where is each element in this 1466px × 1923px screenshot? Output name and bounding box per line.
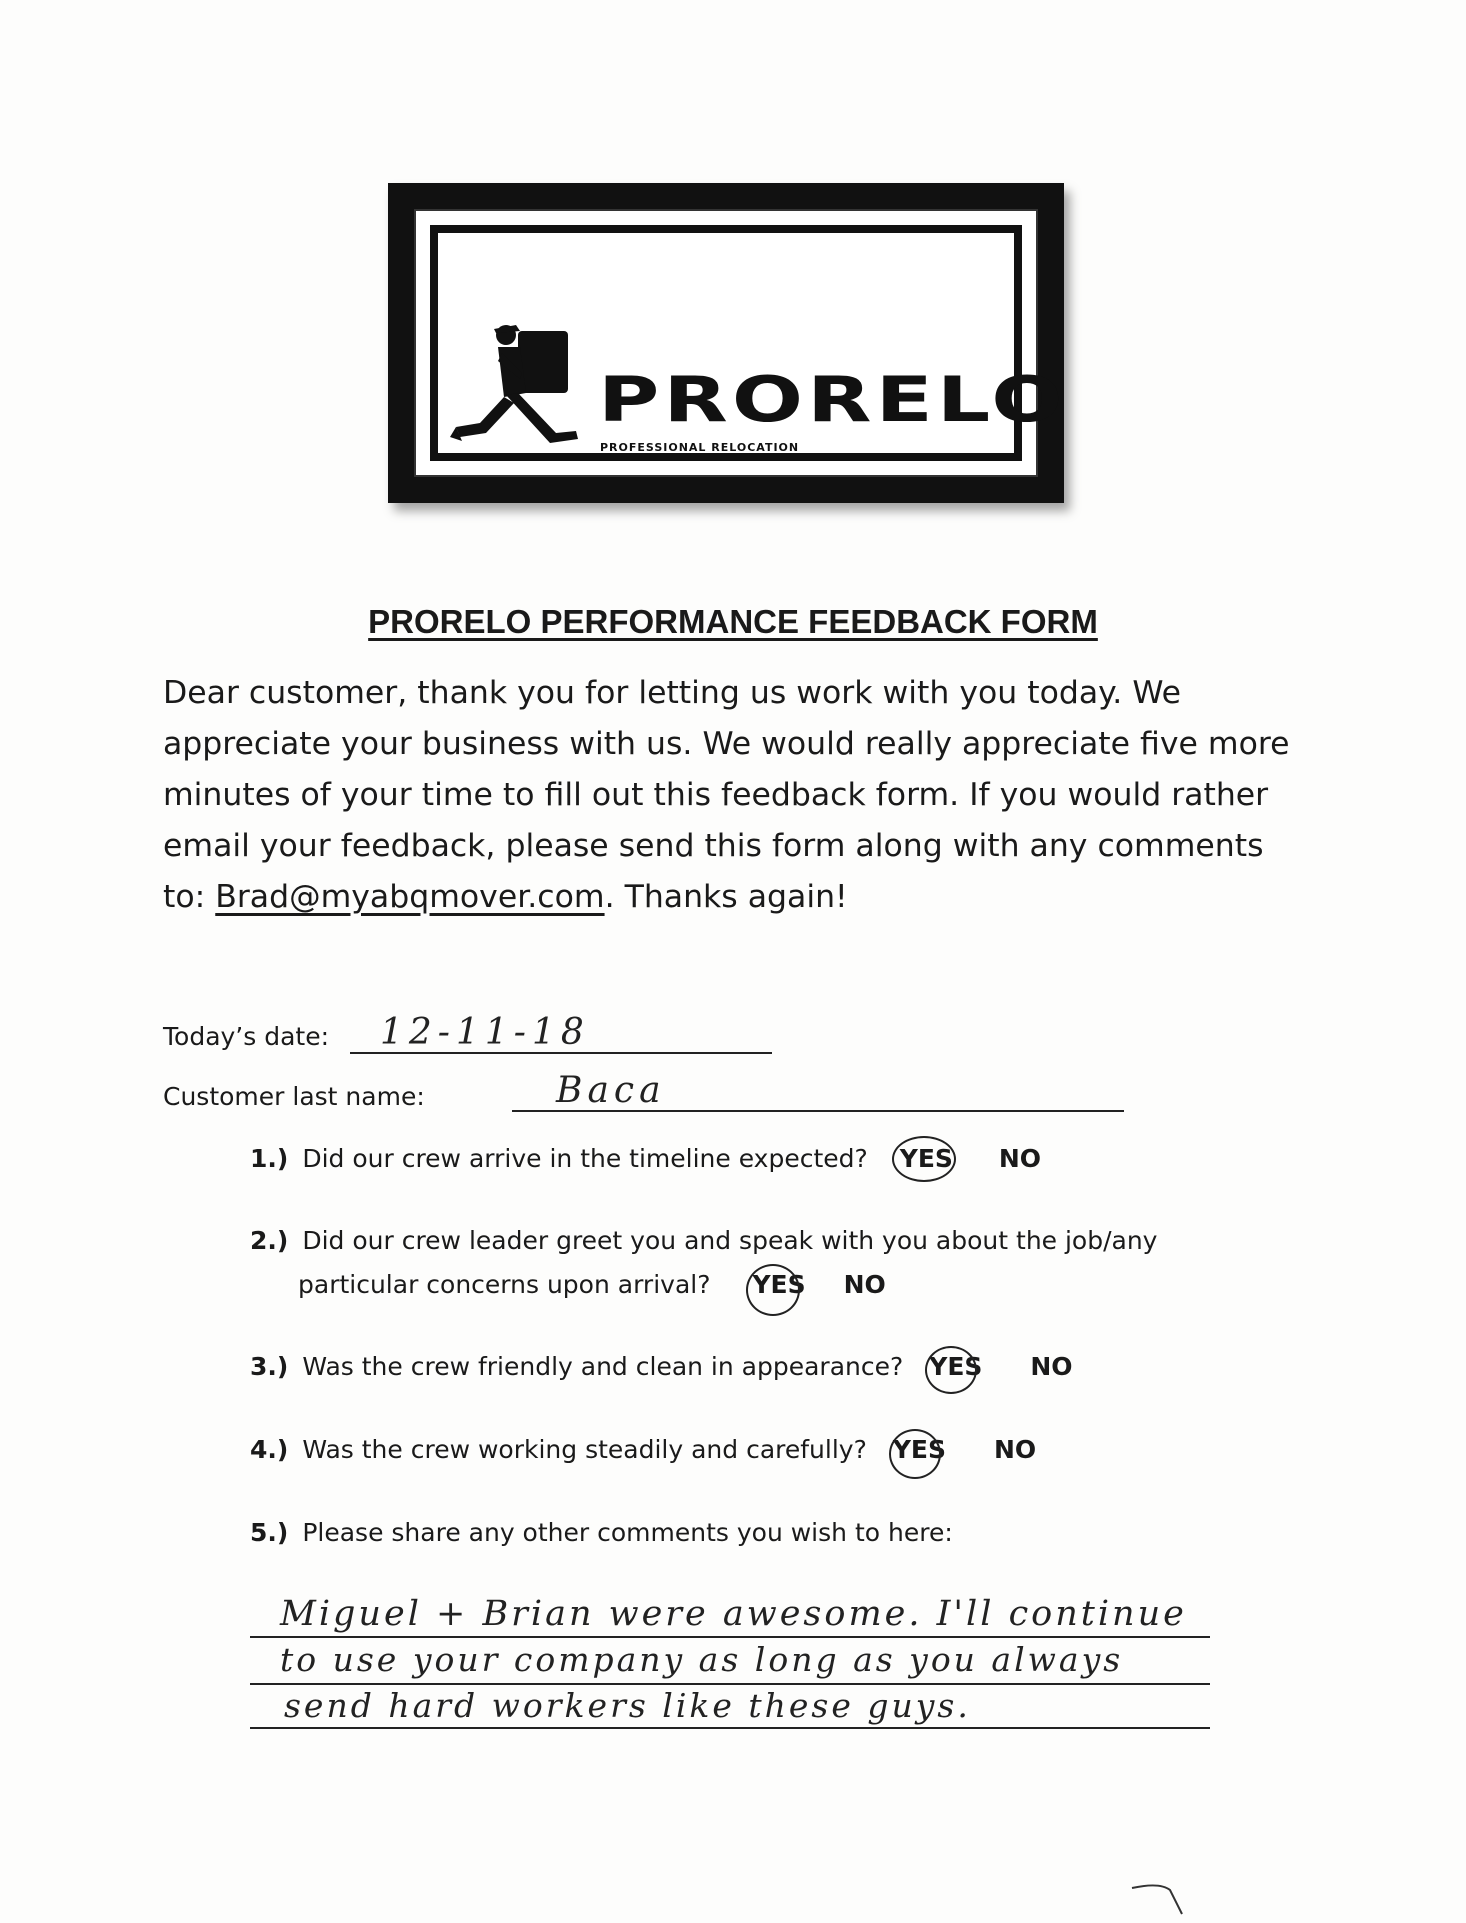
company-logo: [388, 183, 1067, 503]
email-link[interactable]: Brad@myabqmover.com: [215, 879, 605, 915]
question-text: Please share any other comments you wish to here:: [302, 1518, 953, 1547]
question-number: 2.): [250, 1226, 289, 1255]
no-option[interactable]: NO: [1030, 1352, 1073, 1381]
pen-mark: [1130, 1880, 1190, 1920]
question-2: [250, 1226, 1157, 1255]
intro-paragraph: [163, 668, 1313, 923]
intro-line: appreciate your business with us. We would really appreciate five more: [163, 726, 1290, 762]
selected-circle: [892, 1136, 956, 1182]
intro-line-last: [163, 872, 1313, 923]
date-field[interactable]: 12-11-18: [380, 1012, 590, 1053]
comment-rule: [250, 1636, 1210, 1638]
comment-line-3[interactable]: send hard workers like these guys.: [284, 1686, 971, 1725]
no-option[interactable]: NO: [843, 1270, 886, 1299]
no-option[interactable]: NO: [993, 1435, 1037, 1464]
intro-line: Dear customer, thank you for letting us work with you today. We: [163, 675, 1182, 711]
question-number: 3.): [250, 1352, 289, 1381]
intro-line: email your feedback, please send this form along with any comments: [163, 828, 1264, 864]
question-text: Did our crew leader greet you and speak with you about the job/any: [302, 1226, 1158, 1255]
question-number: 4.): [250, 1435, 289, 1464]
comment-rule: [250, 1727, 1210, 1729]
question-text-cont: particular concerns upon arrival?: [298, 1270, 711, 1299]
question-number: 5.): [250, 1518, 289, 1547]
running-mover-icon: [446, 313, 606, 483]
intro-suffix: . Thanks again!: [604, 879, 848, 915]
question-text: Did our crew arrive in the timeline expected?: [302, 1144, 868, 1173]
logo-wordmark: PRORELO: [598, 363, 1067, 436]
selected-circle: [889, 1429, 941, 1479]
selected-circle: [925, 1346, 977, 1394]
question-text: Was the crew working steadily and carefully?: [302, 1435, 867, 1464]
logo-tagline: PROFESSIONAL RELOCATION: [600, 441, 800, 454]
comment-line-1[interactable]: Miguel + Brian were awesome. I'll continue: [280, 1594, 1187, 1634]
question-5: [250, 1518, 953, 1547]
logo-frame: [414, 209, 1067, 477]
date-label: Today’s date:: [163, 1022, 330, 1051]
yes-option[interactable]: YES: [900, 1144, 953, 1173]
comment-line-2[interactable]: to use your company as long as you always: [280, 1640, 1124, 1679]
no-option[interactable]: NO: [998, 1144, 1042, 1173]
intro-prefix: to:: [163, 879, 216, 915]
comment-rule: [250, 1683, 1210, 1685]
form-title: PRORELO PERFORMANCE FEEDBACK FORM: [368, 603, 1098, 640]
question-4: [250, 1435, 1036, 1464]
question-3: [250, 1352, 1073, 1381]
yes-option[interactable]: YES: [752, 1270, 805, 1299]
question-2-cont: [298, 1270, 886, 1299]
name-field[interactable]: Baca: [556, 1070, 666, 1111]
selected-circle: [746, 1264, 800, 1316]
intro-line: minutes of your time to fill out this feedback form. If you would rather: [163, 777, 1269, 813]
logo-panel: [430, 225, 1067, 461]
name-label: Customer last name:: [163, 1082, 425, 1111]
yes-option[interactable]: YES: [893, 1435, 946, 1464]
question-1: [250, 1144, 1041, 1173]
question-number: 1.): [250, 1144, 289, 1173]
question-text: Was the crew friendly and clean in appearance?: [302, 1352, 904, 1381]
yes-option[interactable]: YES: [929, 1352, 982, 1381]
